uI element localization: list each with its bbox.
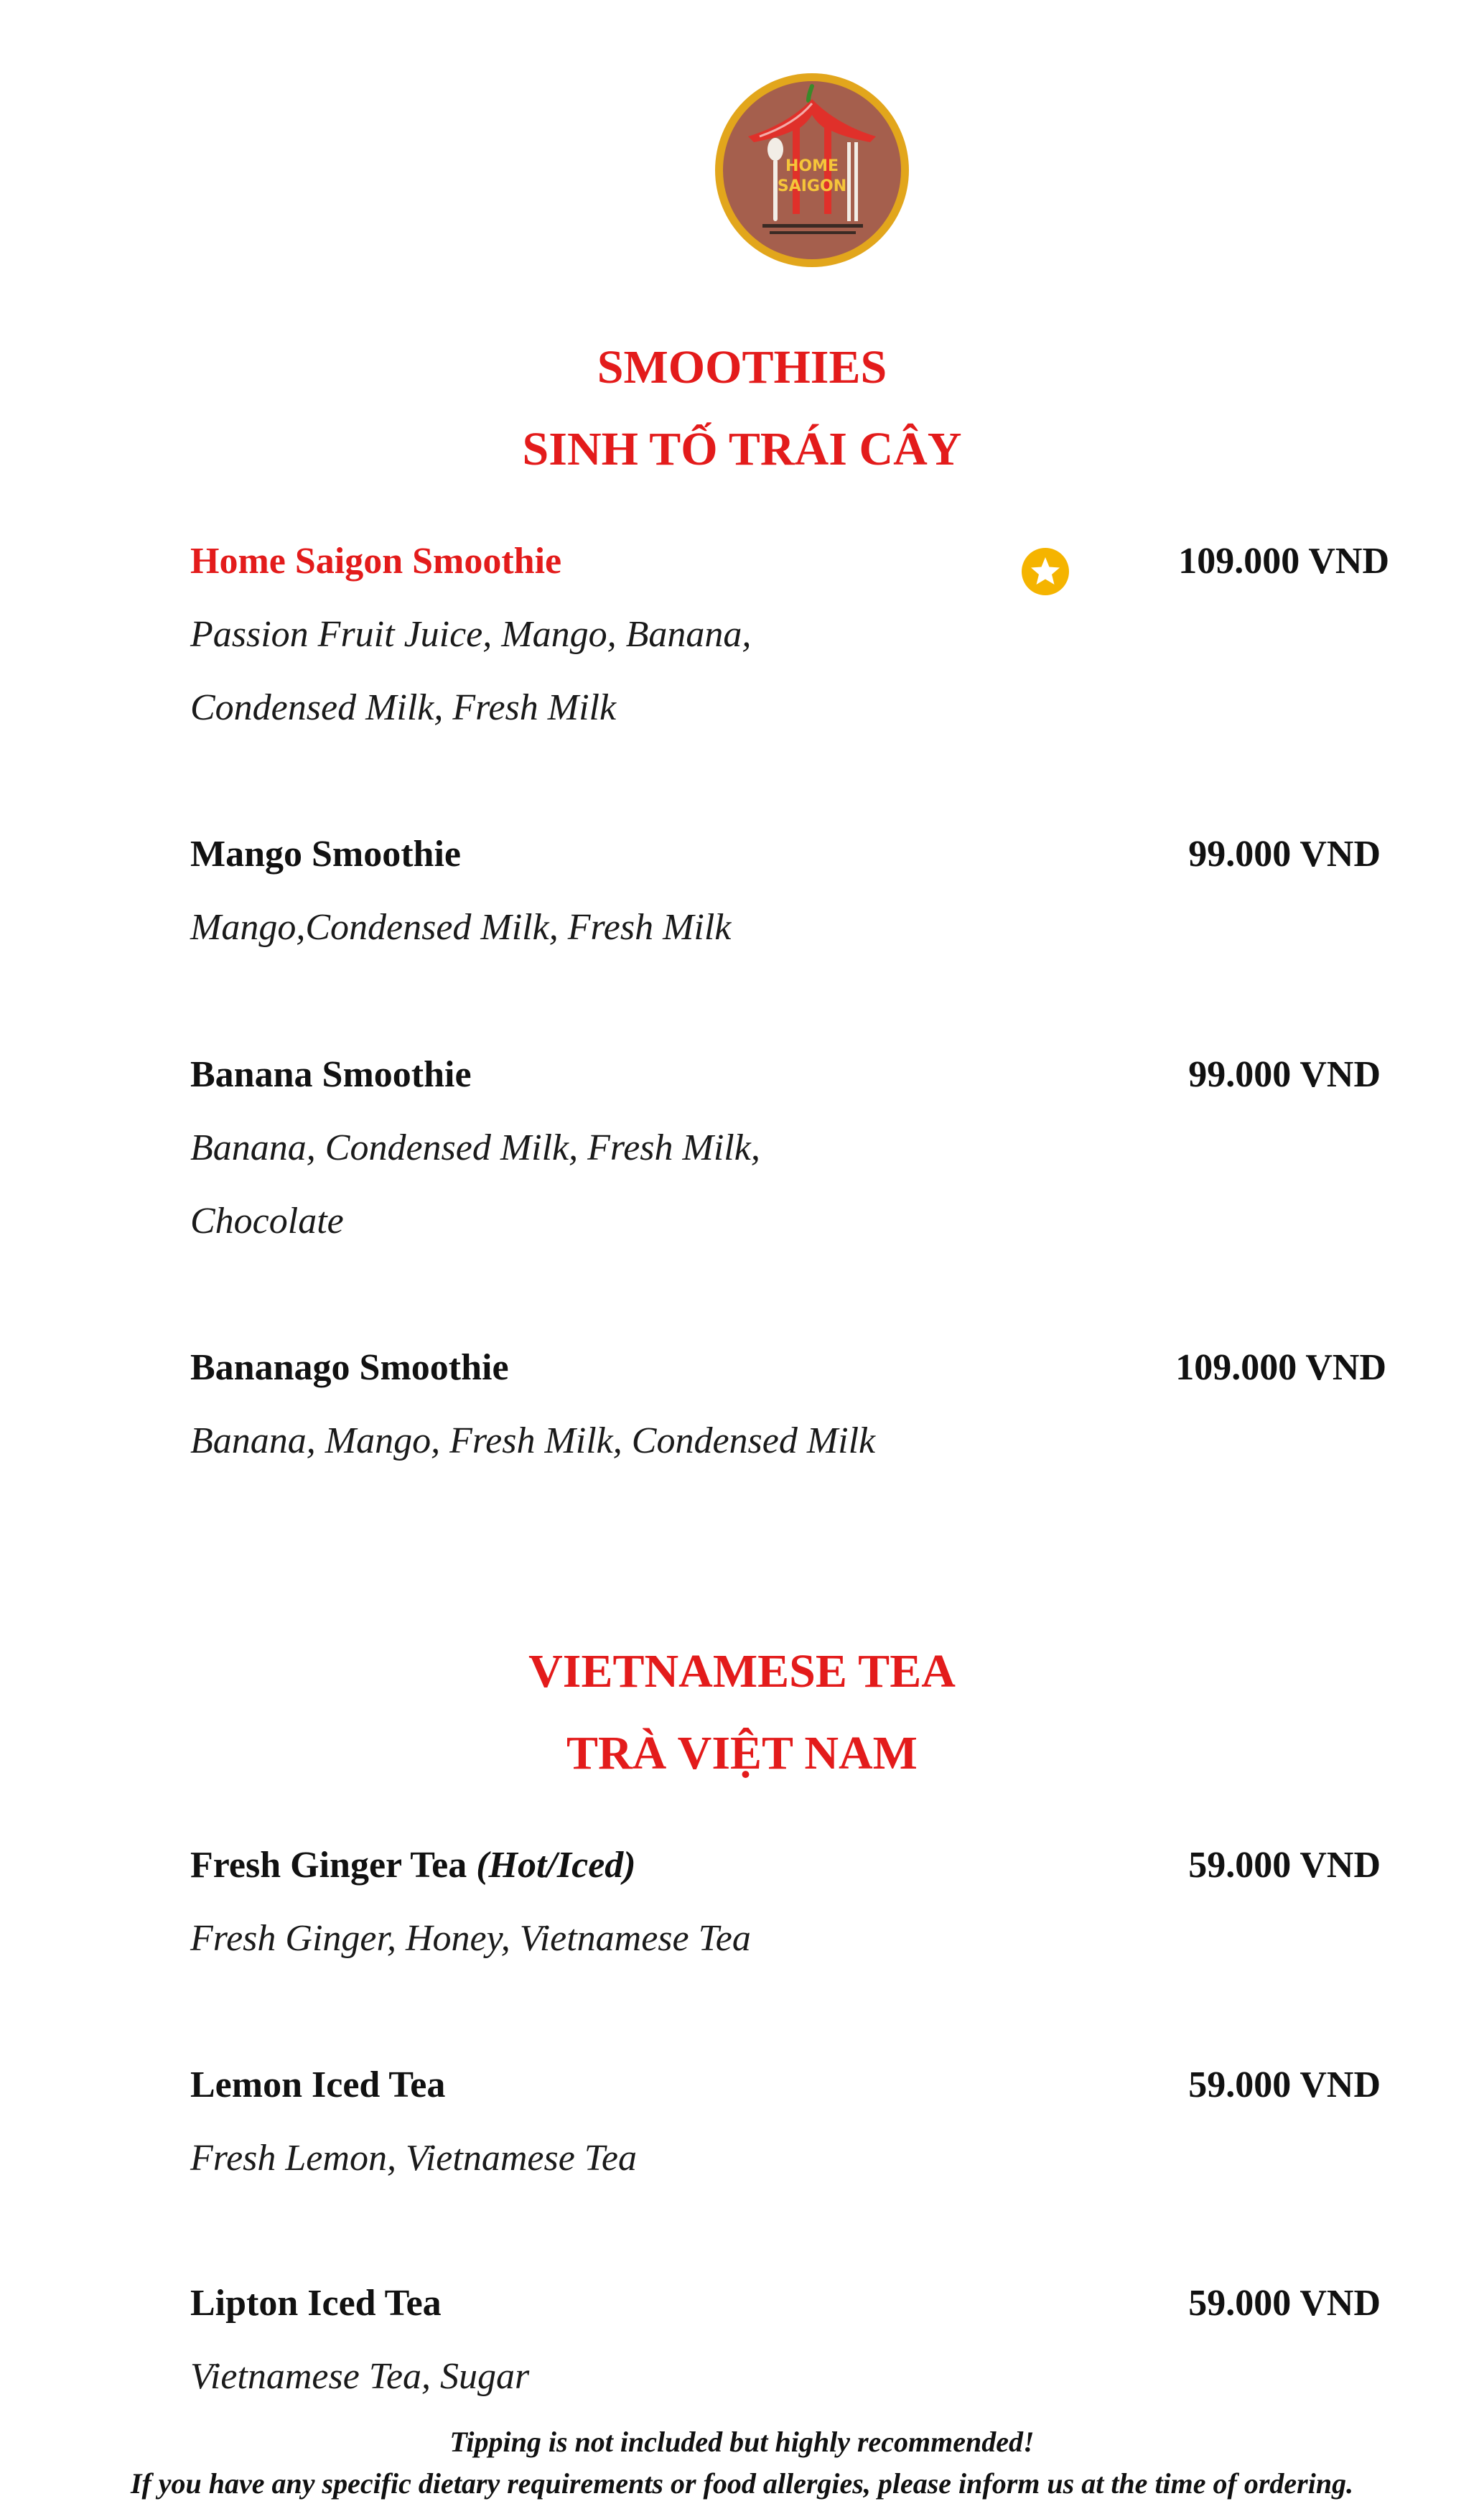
item-price-fresh-ginger-tea: 59.000 VND <box>1188 1845 1381 1886</box>
item-name-fresh-ginger-tea <box>190 1843 636 1889</box>
item-desc-bananago-smoothie: Banana, Mango, Fresh Milk, Condensed Milk <box>190 1420 876 1461</box>
item-name-banana-smoothie: Banana Smoothie <box>190 1054 472 1095</box>
section-title-tea-vi: TRÀ VIỆT NAM <box>566 1727 918 1779</box>
item-desc-home-saigon-smoothie-1: Passion Fruit Juice, Mango, Banana, <box>190 614 752 655</box>
section-title-smoothies-vi: SINH TỐ TRÁI CÂY <box>522 423 962 475</box>
star-icon <box>1021 547 1070 596</box>
item-price-home-saigon-smoothie: 109.000 VND <box>1178 541 1389 582</box>
item-name-home-saigon-smoothie: Home Saigon Smoothie <box>190 541 562 582</box>
item-name-lipton-iced-tea: Lipton Iced Tea <box>190 2283 442 2324</box>
item-desc-mango-smoothie: Mango,Condensed Milk, Fresh Milk <box>190 907 732 948</box>
item-name-lemon-iced-tea: Lemon Iced Tea <box>190 2064 446 2105</box>
item-price-bananago-smoothie: 109.000 VND <box>1175 1347 1386 1388</box>
item-name-mango-smoothie: Mango Smoothie <box>190 834 461 875</box>
item-desc-fresh-ginger-tea: Fresh Ginger, Honey, Vietnamese Tea <box>190 1918 751 1959</box>
item-price-lemon-iced-tea: 59.000 VND <box>1188 2064 1381 2105</box>
item-desc-banana-smoothie-1: Banana, Condensed Milk, Fresh Milk, <box>190 1127 760 1168</box>
item-name-fresh-ginger-tea-note: (Hot/Iced) <box>476 1845 636 1886</box>
item-desc-lemon-iced-tea: Fresh Lemon, Vietnamese Tea <box>190 2138 637 2179</box>
footer-allergy-note: If you have any specific dietary requirements or food allergies, please inform us at the time of ordering. <box>130 2467 1354 2500</box>
item-name-fresh-ginger-tea-text: Fresh Ginger Tea <box>190 1845 467 1886</box>
item-desc-home-saigon-smoothie-2: Condensed Milk, Fresh Milk <box>190 687 617 728</box>
logo-text-home: HOME <box>785 157 839 175</box>
footer-tipping-note: Tipping is not included but highly recommended! <box>449 2426 1035 2458</box>
section-title-smoothies: SMOOTHIES <box>597 341 887 394</box>
section-title-tea: VIETNAMESE TEA <box>528 1645 956 1698</box>
item-price-mango-smoothie: 99.000 VND <box>1188 834 1381 875</box>
item-name-bananago-smoothie: Bananago Smoothie <box>190 1347 509 1388</box>
logo-text-saigon: SAIGON <box>777 177 847 195</box>
item-desc-banana-smoothie-2: Chocolate <box>190 1201 344 1242</box>
item-price-banana-smoothie: 99.000 VND <box>1188 1054 1381 1095</box>
home-saigon-logo <box>712 70 912 270</box>
item-desc-lipton-iced-tea: Vietnamese Tea, Sugar <box>190 2356 530 2397</box>
item-price-lipton-iced-tea: 59.000 VND <box>1188 2283 1381 2324</box>
